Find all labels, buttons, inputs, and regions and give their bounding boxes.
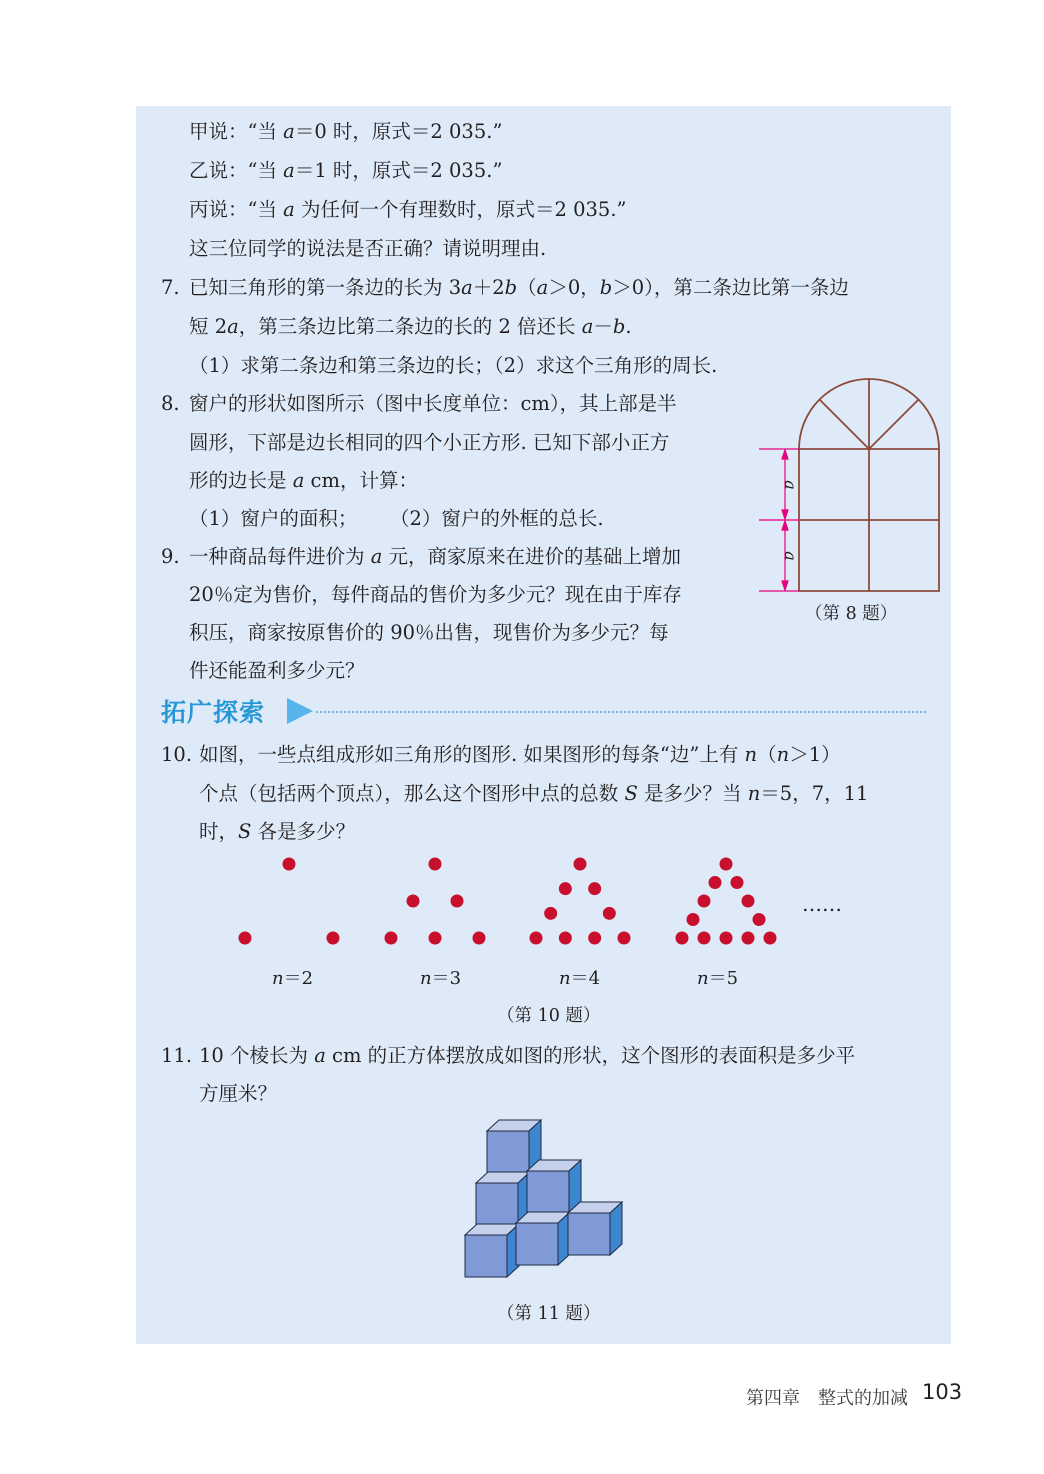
question-10-line-2: 个点（包括两个顶点），那么这个图形中点的总数 S 是多少？当 n＝5，7，11 [199, 782, 869, 805]
question-10-line-3: 时，S 各是多少？ [199, 820, 356, 843]
cube-front-face [476, 1183, 518, 1225]
question-8-part-2: （2）窗户的外框的总长. [390, 507, 604, 530]
question-11-number: 11. [161, 1044, 193, 1067]
statement-yi: 乙说：“当 a＝1 时，原式＝2 035.” [189, 159, 503, 182]
question-8-line-1: 窗户的形状如图所示（图中长度单位：cm），其上部是半 [189, 392, 677, 415]
cube-front-face [527, 1171, 569, 1213]
statement-jia: 甲说：“当 a＝0 时，原式＝2 035.” [189, 120, 503, 143]
question-7-line-1: 已知三角形的第一条边的长为 3a＋2b（a＞0，b＞0），第二条边比第一条边 [189, 276, 849, 299]
question-9-line-2: 20％定为售价，每件商品的售价为多少元？现在由于库存 [189, 583, 682, 606]
figure-8-caption: （第 8 题） [805, 604, 898, 624]
dots-label-n2: n＝2 [272, 968, 314, 989]
footer-chapter: 第四章 整式的加减 [746, 1388, 908, 1409]
page-number: 103 [922, 1380, 963, 1404]
question-9-line-1: 一种商品每件进价为 a 元，商家原来在进价的基础上增加 [189, 545, 682, 568]
question-9-number: 9. [161, 545, 180, 568]
question-8-line-2: 圆形，下部是边长相同的四个小正方形. 已知下部小正方 [189, 431, 670, 454]
question-11-line-2: 方厘米？ [199, 1082, 278, 1105]
dim-label-upper: a [781, 480, 800, 490]
figure-11-caption: （第 11 题） [497, 1304, 601, 1324]
question-9-line-4: 件还能盈利多少元？ [189, 659, 365, 682]
cube-front-face [568, 1213, 610, 1255]
question-10-line-1: 如图，一些点组成形如三角形的图形. 如果图形的每条“边”上有 n（n＞1） [199, 743, 841, 766]
question-10-number: 10. [161, 743, 193, 766]
figure-10-caption: （第 10 题） [497, 1006, 601, 1026]
question-7-number: 7. [161, 276, 180, 299]
dots-label-n3: n＝3 [420, 968, 462, 989]
section-title: 拓广探索 [161, 698, 266, 727]
dots-label-n5: n＝5 [697, 968, 739, 989]
question-9-line-3: 积压，商家按原售价的 90％出售，现售价为多少元？每 [189, 621, 669, 644]
dim-label-lower: a [781, 551, 800, 561]
question-7-parts: （1）求第二条边和第三条边的长；（2）求这个三角形的周长. [189, 354, 718, 377]
cube-front-face [487, 1131, 529, 1173]
dots-label-n4: n＝4 [559, 968, 601, 989]
question-7-line-2: 短 2a，第三条边比第二条边的长的 2 倍还长 a－b. [189, 315, 632, 338]
cube-front-face [516, 1223, 558, 1265]
question-8-number: 8. [161, 392, 180, 415]
statement-bing: 丙说：“当 a 为任何一个有理数时，原式＝2 035.” [189, 198, 627, 221]
question-11-line-1: 10 个棱长为 a cm 的正方体摆放成如图的形状，这个图形的表面积是多少平 [199, 1044, 856, 1067]
question-8-part-1: （1）窗户的面积； [189, 507, 358, 530]
question-8-line-3: 形的边长是 a cm，计算： [189, 469, 418, 492]
cube-front-face [465, 1235, 507, 1277]
question-6-ask: 这三位同学的说法是否正确？请说明理由. [189, 237, 547, 260]
dots-ellipsis: …… [802, 892, 842, 916]
